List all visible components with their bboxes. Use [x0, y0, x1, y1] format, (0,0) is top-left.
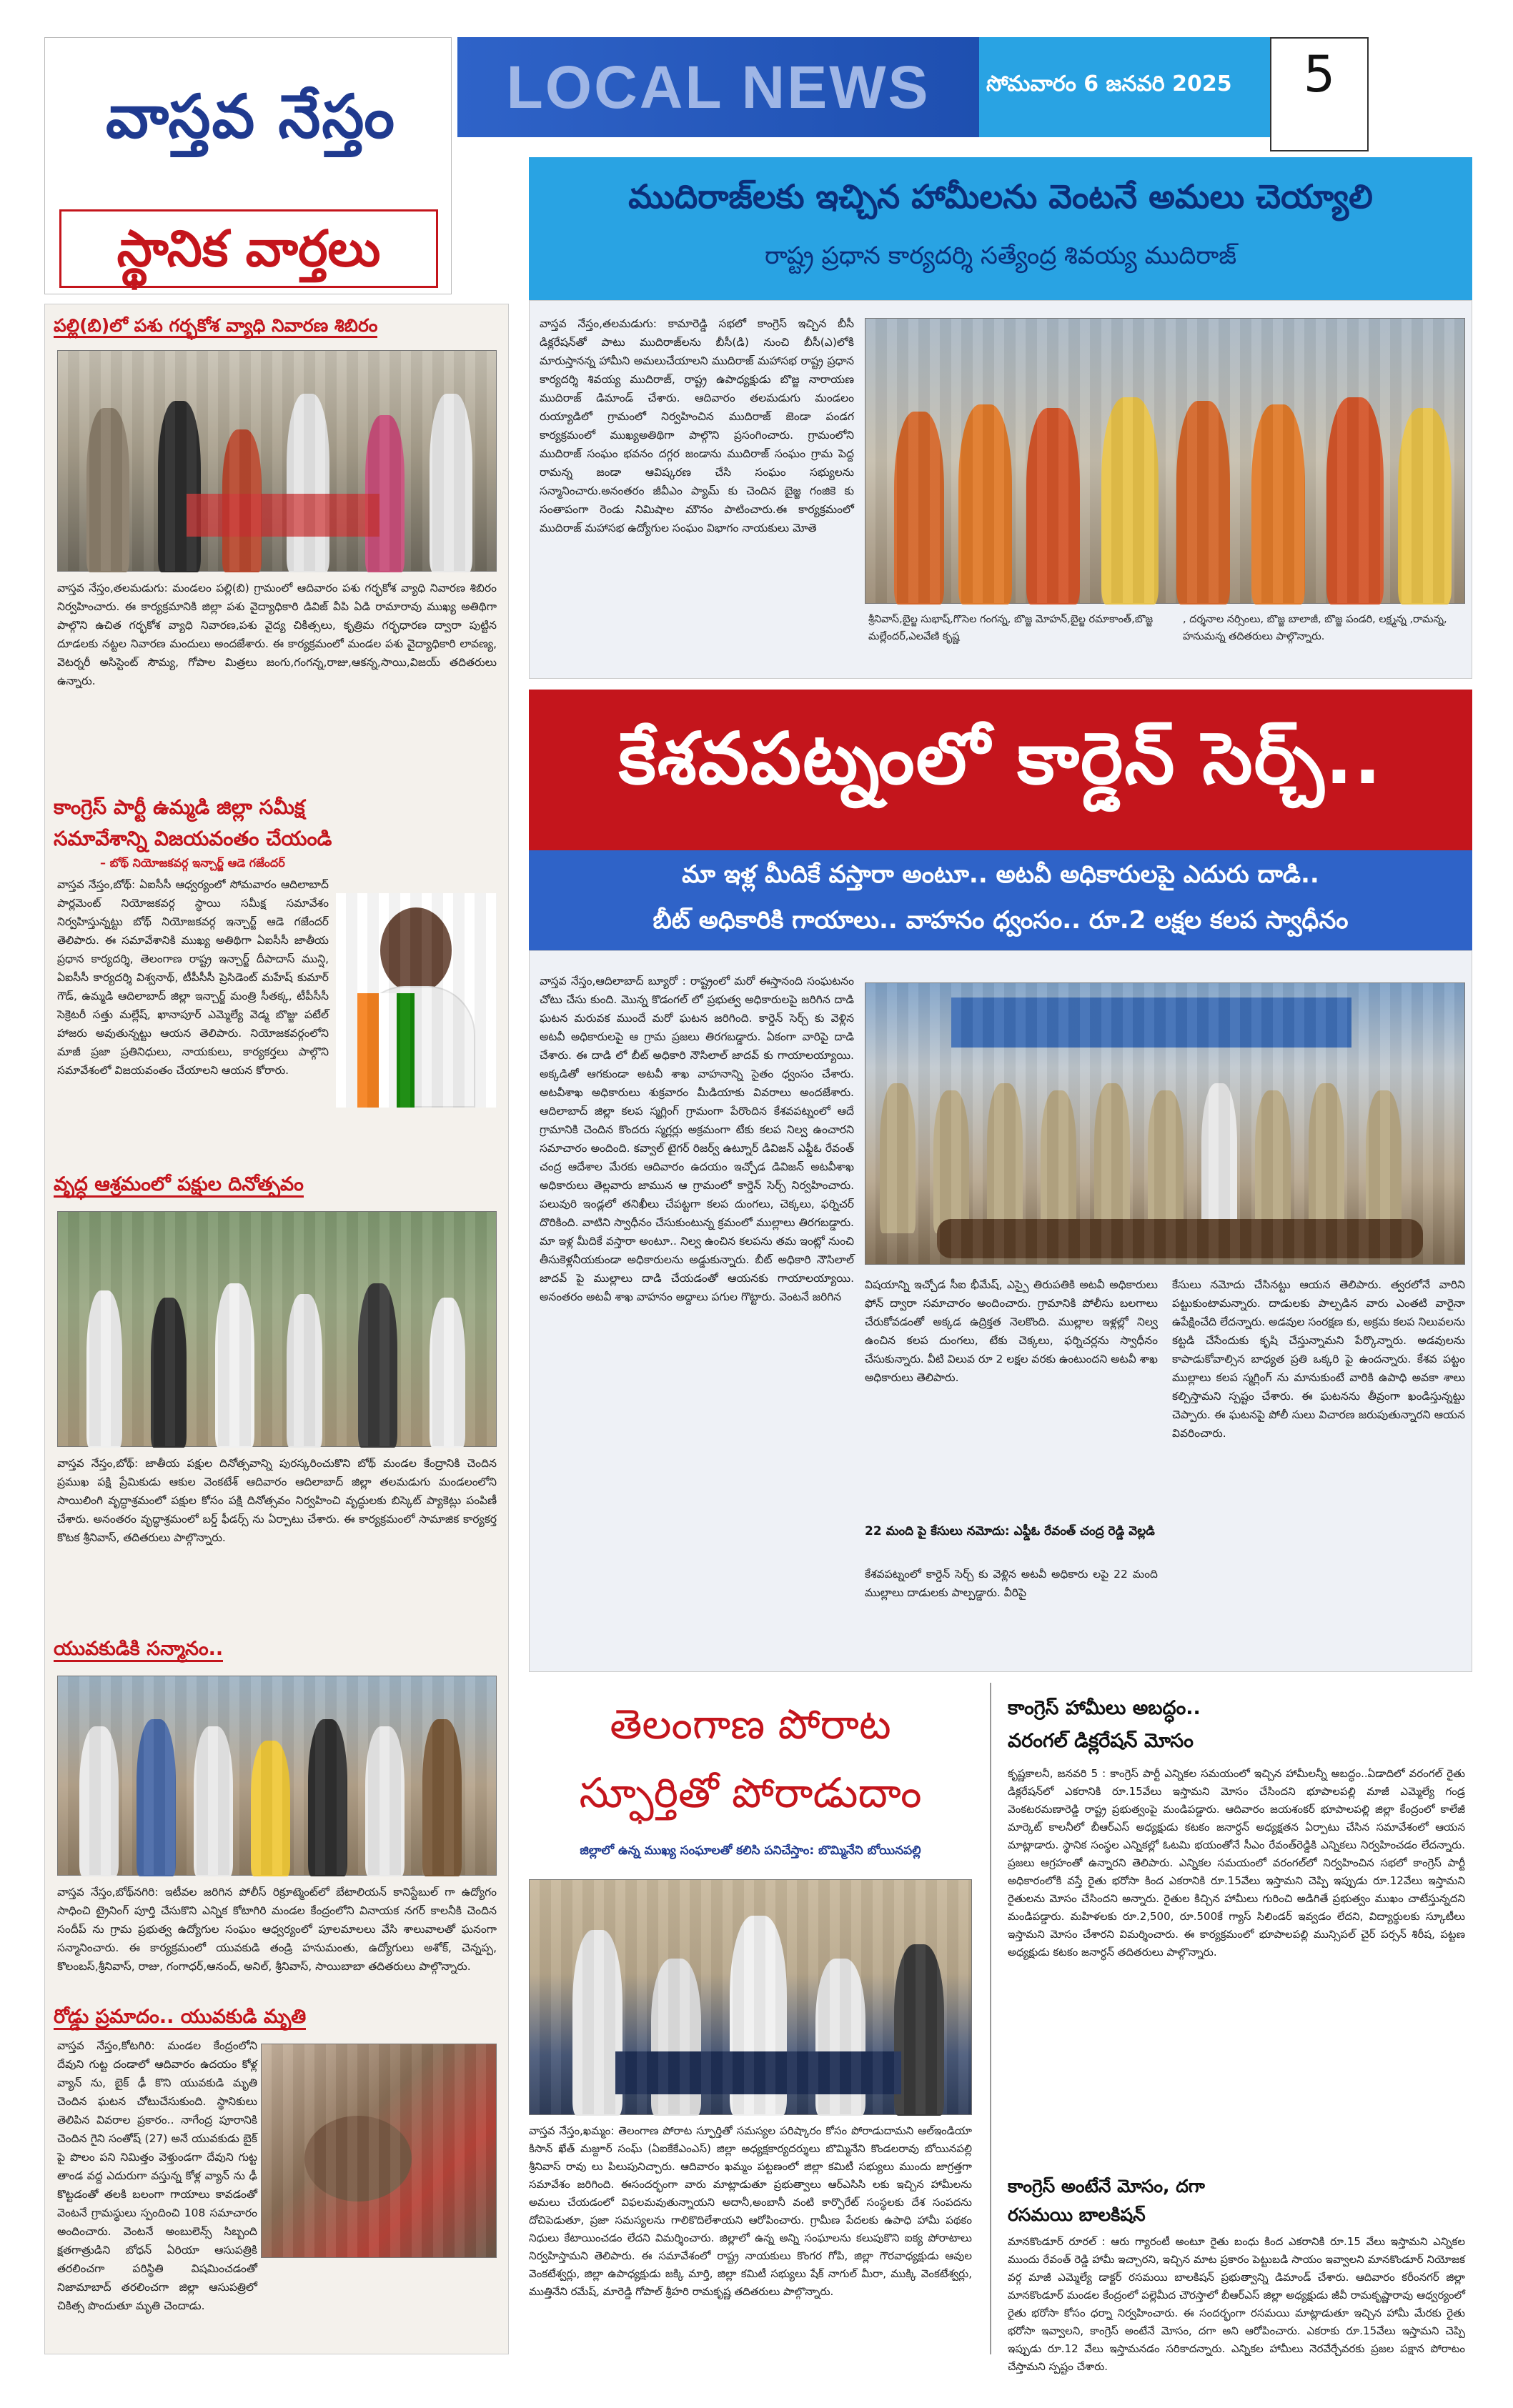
cordon-subheadline-1: మా ఇళ్ల మీదికే వస్తారా అంటూ.. అటవీ అధికారులపై ఎదురు దాడి..: [682, 860, 1319, 889]
road-title: రోడ్డు ప్రమాదం.. యువకుడి మృతి: [54, 2004, 504, 2030]
congress-lies-body: కృష్ణకాలనీ, జనవరి 5 : కాంగ్రెస్ పార్టీ ఎన్నికల సమయంలో ఇచ్చిన హామీలన్నీ అబద్ధం..ఏడాదిలో వరంగల్ రైతు డిక్లరేషన్‌లో ఎకరానికి రూ.15వేలు ఇస్తామని మోసం చేసిందని భూపాలపల్లి మాజీ ఎమ్మెల్యే గండ్ర వెంకటరమణారెడ్డి రాష్ట్ర ప్రభుత్వంపై మండిపడ్డారు. ఆదివారం జయశంకర్ భూపాలపల్లి జిల్లా కేంద్రంలో కాలేజీ మార్కెట్ కాలనీలో బీఆర్ఎస్ అధ్యక్షుడు కటకం జనార్ధన్ అధ్యక్షతన ఏర్పాటు చేసిన సమావేశంలో ఆయన మాట్లాడారు. స్థానిక సంస్థల ఎన్నికల్లో ఓటమి భయంతోనే సీఎం రేవంత్‌రెడ్డికి ఎన్నికలు నిర్వహించడం లేదన్నారు. ప్రజలు ఆగ్రహంతో ఉన్నారని తెలిపారు. ఎన్నికల సమయంలో వరంగల్‌లో నిర్వహించిన సభలో కాంగ్రెస్ పార్టీ అధికారంలోకి వస్తే రైతు భరోసా కింద ఎకరానికి రూ.15వేలు ఇస్తామని చెప్పి ఇప్పుడు రూ.12వేలు ఇస్తామని రైతులను మోసం చేసిందని అన్నారు. రైతుల కిచ్చిన హామీలు గురించి అడిగితే ప్రభుత్వం ముఖం చాటేస్తున్నదని మండిపడ్డారు. మహిళలకు రూ.2,500, రూ.500కే గ్యాస్ సిలిండర్ ఇవ్వడం లేదని, విద్యార్థులకు స్కూటీలు ఇస్తామని మోసం చేశారని విమర్శించారు. ఈ కార్యక్రమంలో భూపాలపల్లి మున్సిపల్ చైర్ పర్సన్ శిరీష, పట్టణ అధ్యక్షుడు కటకం జనార్ధన్ తదితరులు పాల్గొన్నారు.: [1008, 1767, 1466, 1959]
cordon-bold-subhead: 22 మంది పై కేసులు నమోదు: ఎఫ్డీఓ రేవంత్ చంద్ర రెడ్డి వెల్లడి: [865, 1524, 1155, 1538]
local-news-band: [457, 37, 979, 137]
mudiraj-caption-right: , దర్శనాల నర్సింలు, బొజ్జ బాలాజీ, బొజ్జ పండరి, లక్ష్మన్న ,రామన్న, హనుమన్న తదితరులు పాల్గొన్నారు.: [1183, 614, 1447, 642]
pashu-title: పల్లి(బి)లో పశు గర్భకోశ వ్యాధి నివారణ శిబిరం: [54, 313, 504, 339]
paper-name: వాస్తవ నేస్తం: [106, 81, 396, 151]
mudiraj-caption-left: శ్రీనివాస్,బైల్జ సుభాష్,గొసెల గంగన్న, బొజ్జ మోహన్,బైల్జ రమాకాంత్,బొజ్జ మల్లేందర్,ఎలవేణి కృష్ణ: [868, 614, 1154, 642]
congress-body-left: వాస్తవ నేస్తం,బోథ్: ఏఐసీసీ ఆధ్వర్యంలో సోమవారం ఆదిలాబాద్ పార్లమెంట్ నియోజకవర్గ స్థాయి సమీక్ష సమావేశం నిర్వహిస్తున్నట్టు బోథ్ నియోజకవర్గ ఇన్చార్జ్ ఆడె గజేందర్ తెలిపారు. ఈ సమావేశానికి ముఖ్య అతిథిగా ఏఐసీసీ జాతీయ ప్రధాన కార్యదర్శి, తెలంగాణ రాష్ట్ర ఇన్చార్జ్ దీపాదాస్ మున్షి, ఏఐసీసీ కార్యదర్శి విశ్వనాథ్, టీపీసీసీ ప్రెసిడెంట్ మహేష్ కుమార్ గౌడ్, ఉమ్మడి ఆదిలాబాద్ జిల్లా ఇన్చార్జ్ మంత్రి సీతక్క, టీపీసీసీ సెక్రెటరీ సత్తు మల్లేష్, ఖానాపూర్ ఎమ్మెల్యే వెడ్మ బొజ్జు పటేల్ హాజరు అవుతున్నట్టు ఆయన తెలిపారు. నియోజకవర్గంలోని మాజీ ప్రజా ప్రతినిధులు, నాయకులు, కార్యకర్తలు పాల్గొని సమావేశంలో విజయవంతం చేయాలని ఆయన కోరారు.: [57, 878, 329, 1077]
issue-date: సోమవారం 6 జనవరి 2025: [986, 71, 1232, 96]
rasamayi-title-line2: రసమయి బాలకిషన్: [1008, 2204, 1146, 2225]
page-number-box: [1270, 37, 1369, 151]
congress-title: [54, 792, 504, 855]
yuvakudu-title: యువకుడికి సన్మానం..: [54, 1636, 504, 1662]
telangana-title: [529, 1690, 972, 1827]
section-name: స్థానిక వార్తలు: [116, 219, 381, 278]
congress-lies-title-line1: కాంగ్రెస్ హామీలు అబద్ధం..: [1008, 1697, 1201, 1719]
congress-title-line1: కాంగ్రెస్ పార్టీ ఉమ్మడి జిల్లా సమీక్ష: [54, 795, 305, 819]
telangana-body: వాస్తవ నేస్తం,ఖమ్మం: తెలంగాణ పోరాట స్ఫూర్తితో సమస్యల పరిష్కారం కోసం పోరాడుదామని ఆల్ఇండియా కిసాన్ ఖేత్ మజ్దూర్ సంఘ్ (ఏఐకేకేఎంఎస్) జిల్లా అధ్యక్షకార్యదర్శులు బొమ్మినేని కొండలరావు బోయినపల్లి శ్రీనివాస్ రావు లు పిలుపునిచ్చారు. ఆదివారం ఖమ్మం పట్టణంలో జిల్లా కమిటీ సభ్యులు ముందు జాగ్రత్తగా సమావేశం జరిగింది. ఈసందర్భంగా వారు మాట్లాడుతూ ప్రభుత్వాలు ఆర్ఎసిసి లకు ఇచ్చిన హామీలను అమలు చేయడంలో విఫలమవుతున్నాయని అదానీ,అంబానీ వంటి కార్పొరేట్ సంస్థలకు దేశ సంపదను దోచిపెడుతూ, ప్రజా సమస్యలను గాలికొదిలేశాయని ఆరోపించారు. గ్రామీణ పేదలకు ఉపాధి హామీ పథకం నిధులు కేటాయించడం లేదని విమర్శించారు. జిల్లాలో ఉన్న అన్ని సంఘాలను కలుపుకొని ఐక్య పోరాటాలు నిర్వహిస్తామని తెలిపారు. ఈ సమావేశంలో రాష్ట్ర నాయకులు కొంగర గోపి, జిల్లా గౌరవాధ్యక్షుడు ఆవుల వెంకటేశ్వర్లు, జిల్లా ఉపాధ్యక్షుడు జక్కి మార్తి, జిల్లా కమిటీ సభ్యులు షేక్ నాగుల్ మీరా, ముక్కి వెంకటేశ్వర్లు, ముత్తినేని రమేష్, మారెడ్డి గోపాల్ శ్రీహరి రామకృష్ణ తదితరులు పాల్గొన్నారు.: [529, 2124, 972, 2298]
congress-lies-title-line2: వరంగల్ డిక్లరేషన్ మోసం: [1008, 1730, 1194, 1752]
telangana-deck: జిల్లాలో ఉన్న ముఖ్య సంఘాలతో కలిసి పనిచేస్తాం: బొమ్మినేని బోయినపల్లి: [580, 1844, 921, 1858]
mudiraj-photo: [865, 318, 1465, 604]
mudiraj-subheadline: రాష్ట్ర ప్రధాన కార్యదర్శి సత్యేంద్ర శివయ్య ముదిరాజ్: [764, 242, 1237, 270]
congress-byline: – బోథ్ నియోజకవర్గ ఇన్చార్జ్ ఆడె గజేందర్: [100, 856, 285, 870]
cordon-sub-band: [529, 850, 1472, 950]
rasamayi-title-line1: కాంగ్రెస్ అంటేనే మోసం, దగా: [1008, 2176, 1205, 2196]
gajender-portrait: [336, 893, 497, 1108]
yuvakudu-photo: [57, 1676, 497, 1876]
pashu-body: వాస్తవ నేస్తం,తలమడుగు: మండలం పల్లి(బి) గ్రామంలో ఆదివారం పశు గర్భకోశ వ్యాధి నివారణ శిబిరం నిర్వహించారు. ఈ కార్యక్రమానికి జిల్లా పశు వైద్యాధికారి డివిజ్ వీపి ఏడి రామారావు ముఖ్య అతిథిగా పాల్గొని ఉచిత గర్భకోశ వ్యాధి నివారణ,పశు వైద్య చికిత్సలు, కృత్రిమ గర్భధారణ ద్వారా పుట్టిన దూడలకు నట్టల నివారణ మందులు అందజేశారు. ఈ కార్యక్రమంలో మండల పశు వైద్యాధికారి లావణ్య, వెటర్నరీ అసిస్టెంట్ సౌమ్య, గోపాల మిత్రలు జంగు,గంగన్న,రాజు,ఆకన్న,సాయి,విజయ్ తదితరులు ఉన్నారు.: [57, 582, 497, 687]
road-body-tail: [57, 2276, 497, 2347]
road-accident-photo: [261, 2044, 497, 2258]
cordon-photo: [865, 982, 1465, 1265]
vruddha-body: వాస్తవ నేస్తం,బోథ్: జాతీయ పక్షుల దినోత్సవాన్ని పురస్కరించుకొని బోథ్ మండల కేంద్రానికి చెందిన ప్రముఖ పక్షి ప్రేమికుడు ఆకుల వెంకటేశ్ ఆదివారం ఆదిలాబాద్ జిల్లా తలమడుగు మండలంలోని సాయిలింగి వృద్ధాశ్రమంలో పక్షుల కోసం పక్షి దినోత్సవం నిర్వహించి వృద్ధులకు బిస్కెట్ ప్యాకెట్లు పంపిణీ చేశారు. అనంతరం వృద్ధాశ్రమంలో బర్డ్ ఫీడర్స్ ను ఏర్పాటు చేశారు. ఈ కార్యక్రమంలో సామాజిక కార్యకర్త కొటక శ్రీనివాస్, తదితరులు పాల్గొన్నారు.: [57, 1457, 497, 1544]
telangana-title-line2: స్ఫూర్తితో పోరాడుదాం: [579, 1768, 922, 1817]
page-number: 5: [1303, 45, 1336, 104]
mudiraj-headline-band: [529, 157, 1472, 300]
column-divider: [990, 1683, 991, 2354]
cordon-body-mid: విషయాన్ని ఇచ్చోడ సీఐ భీమేష్, ఎస్పై తిరుపతికి అటవీ అధికారులు ఫోన్ ద్వారా సమాచారం అందించారు. గ్రామానికి పోలీసు బలగాలు చేరుకోవడంతో అక్కడ ఉద్రిక్తత నెలకొంది. ముల్లాల ఇళ్లల్లో నిల్వ ఉంచిన కలప దుంగలు, టేకు చెక్కలు, ఫర్నిచర్లను స్వాధీనం చేసుకున్నారు. వీటి విలువ రూ 2 లక్షల వరకు ఉంటుందని అటవీ శాఖ అధికారులు తెలిపారు.: [865, 1278, 1158, 1384]
yuvakudu-body: వాస్తవ నేస్తం,బోథ్‌నగిరి: ఇటీవల జరిగిన పోలీస్ రిక్రూట్మెంట్‌లో బేటాలియన్ కానిస్టేబుల్ గా ఉద్యోగం సాధించి ట్రైనింగ్ పూర్తి చేసుకొని ఎన్నిక కోటాగిరి మండల కేంద్రంలోని వినాయక నగర్ కాలనీకి చెందిన సందీప్ ను గ్రామ ప్రభుత్వ ఉద్యోగుల సంఘం ఆధ్వర్యంలో పూలమాలలు వేసి శాలువాలతో ఘనంగా సన్మానించారు. ఈ కార్యక్రమంలో యువకుడి తండ్రి హనుమంతు, ఉద్యోగులు అశోక్, చెన్నప్ప, కొలంబస్,శ్రీనివాస్, రాజు, గంగాధర్,ఆనంద్, అనిల్, శ్రీనివాస్, సాయిబాబా తదితరులు పాల్గొన్నారు.: [57, 1886, 497, 1973]
cordon-headline-band: [529, 690, 1472, 850]
mudiraj-headline: ముదిరాజ్‌లకు ఇచ్చిన హామీలను వెంటనే అమలు చెయ్యాలి: [628, 177, 1373, 216]
mudiraj-body: వాస్తవ నేస్తం,తలమడుగు: కామారెడ్డి సభలో కాంగ్రెస్ ఇచ్చిన బీసీ డిక్లరేషన్‌తో పాటు ముదిరాజ్‌లను బీసీ(డి) నుంచి బీసీ(ఎ)లోకి మారుస్తానన్న హామీని అమలుచేయాలని ముదిరాజ్ మహాసభ రాష్ట్ర ప్రధాన కార్యదర్శి శివయ్య ముదిరాజ్, రాష్ట్ర ఉపాధ్యక్షుడు బొజ్జ నారాయణ ముదిరాజ్ డిమాండ్ చేశారు. ఆదివారం తలమడుగు మండలం రుయ్యాడిలో గ్రామంలో నిర్వహించిన ముదిరాజ్ జెండా పండగ కార్యక్రమంలో ముఖ్యఅతిథిగా పాల్గొని ప్రసంగించారు. గ్రామంలోని ముదిరాజ్ సంఘం భవనం దగ్గర జండాను ముదిరాజ్ సంఘం గ్రామ పెద్ద రామన్న జండా ఆవిష్కరణ చేసి సంఘం సభ్యులను సన్మానించారు.అనంతరం జీవీఎం ప్యామ్ కు చెందిన బైజ్జ గంజికె కు సంతాపంగా రెండు నిమిషాల మౌనం పాటించారు.ఈ కార్యక్రమంలో ముదిరాజ్ మహాసభ ఉద్యోగుల సంఘం విభాగం నాయకులు మోతె: [540, 317, 854, 534]
cordon-headline: కేశవపట్నంలో కార్డెన్ సెర్చ్..: [618, 717, 1383, 800]
masthead: [44, 37, 452, 294]
cordon-body-top: వాస్తవ నేస్తం,ఆదిలాబాద్ బ్యూరో : రాష్ట్రంలో మరో ఈస్తానంది సంఘటనం చోటు చేసు కుంది. మొన్న కొడంగల్ లో ప్రభుత్వ అధికారులపై జరిగిన దాడి ఘటన మరువక ముందే మరో ఘటన జరిగింది. కార్డెన్ సెర్చ్ కు వెళ్లిన అటవీ అధికారులపై ఆ గ్రామ ప్రజలు తిరగబడ్డారు. ఏకంగా వారిపై దాడి చేశారు. ఈ దాడి లో బీట్ అధికారి నౌసిలాల్ జాదవ్ కు గాయాలయ్యాయి. అక్కడితో ఆగకుండా అటవీ శాఖ వాహనాన్ని సైతం ధ్వంసం చేశారు. అటవీశాఖ అధికారులు శుక్రవారం మీడియాకు వివరాలు అందజేశారు. ఆదిలాబాద్ జిల్లా కలప స్మగ్లింగ్ గ్రామంగా పేరొందిన కేశవపట్నంలో ఆదే గ్రామానికి చెందిన కొందరు స్మగ్లర్లు అక్రమంగా టేకు కలప నిల్వ ఉంచారని సమాచారం అందింది. కవ్వాల్ టైగర్ రిజర్వ్ ఉట్నూర్ డివిజన్ ఎఫ్డీఓ రేవంత్ చంద్ర ఆదేశాల మేరకు ఆదివారం ఉదయం ఇచ్చోడ డివిజన్ అటవీశాఖ అధికారులు తెల్లవారు జామున ఆ గ్రామంలో కార్డెన్ సెర్చ్ నిర్వహించారు. పలువురి ఇండ్లలో తనిఖీలు చేపట్టగా కలప దుంగలు, చెక్కలు, ఫర్నిచర్ దొరికింది. వాటిని స్వాధీనం చేసుకుంటున్న క్రమంలో ముల్లాలు తిరగబడ్డారు. మా ఇళ్ల మీదికే వస్తారా అంటూ.. నిల్వ ఉంచిన కలపను తమ ఇంట్లో నుంచి తీసుకెళ్లనీయకుండా అధికారులను అడ్డుకున్నారు. బీట్ అధికారి నౌసిలాల్ జాదవ్ పై ముల్లాలు దాడి చేయడంతో ఆయనకు గాయాలయ్యాయి. అనంతరం అటవీ శాఖ వాహనం అద్దాలు పగుల గొట్టారు. వెంటనే జరిగిన: [540, 975, 854, 1303]
road-body-col: వాస్తవ నేస్తం,కోటగిరి: మండల కేంద్రంలోని దేవుని గుట్ట దండాలో ఆదివారం ఉదయం కోళ్ల వ్యాన్ ను, బైక్ ఢీ కొని యువకుడి మృతి చెందిన ఘటన చోటుచేసుకుంది. స్థానికులు తెలిపిన వివరాల ప్రకారం.. నాగేంద్ర పూరానికి చెందిన గైని సంతోష్ (27) అనే యువకుడు బైక్ పై పొలం పని నిమిత్తం వెళ్తుండగా దేవుని గుట్ట తాండ వద్ద ఎదురుగా వస్తున్న కోళ్ల వ్యాన్ ను ఢీ కొట్టడంతో తలకి బలంగా గాయాలు కావడంతో వెంటనే గ్రామస్థులు స్పందించి 108 సమాచారం అందించారు. వెంటనే అంబులెన్స్ సిబ్బంది క్షతగాత్రుడిని బోధన్ ఏరియా ఆసుపత్రికి తరలించగా పరిస్థితి విషమించడంతో నిజామాబాద్ తరలించగా జిల్లా ఆసుపత్రిలో చికిత్స పొందుతూ మృతి చెందాడు.: [57, 2039, 257, 2312]
congress-lies-title: [1008, 1692, 1465, 1758]
rasamayi-title: [1008, 2172, 1465, 2229]
cordon-body-mid2: కేశవపట్నంలో కార్డెన్ సెర్చ్ కు వెళ్లిన అటవీ అధికారు లపై 22 మంది ముల్లాలు దాడులకు పాల్పడ్డారు. వీరిపై: [865, 1568, 1158, 1599]
congress-title-line2: సమావేశాన్ని విజయవంతం చేయండి: [54, 827, 332, 850]
date-band: [979, 37, 1369, 137]
telangana-title-line1: తెలంగాణ పోరాట: [610, 1700, 891, 1748]
pashu-photo: [57, 350, 497, 572]
section-banner: [59, 209, 438, 288]
vruddha-title: వృద్ధ ఆశ్రమంలో పక్షుల దినోత్సవం: [54, 1172, 504, 1198]
rasamayi-body: మానకొండూర్ రూరల్ : ఆరు గ్యారంటీ అంటూ రైతు బంధు కింద ఎకరానికి రూ.15 వేలు ఇస్తామని ఎన్నికల ముందు రేవంత్ రెడ్డి హామీ ఇచ్చారని, ఇచ్చిన మాట ప్రకారం పెట్టుబడి సాయం ఇవ్వాలని మానకొండూర్ నియోజక వర్గ మాజీ ఎమ్మెల్యే డాక్టర్ రసమయి బాలకిషన్ ప్రభుత్వాన్ని డిమాండ్ చేశారు. ఆదివారం కరీంనగర్ జిల్లా మానకొండూర్ మండల కేంద్రంలో పల్లెమీద చౌరస్తాలో బీఆర్ఎస్ జిల్లా అధ్యక్షుడు జీవీ రామకృష్ణారావు ఆధ్వర్యంలో రైతు భరోసా కోసం ధర్నా నిర్వహించారు. ఈ సందర్భంగా రసమయి మాట్లాడుతూ ఇచ్చిన హామీ మేరకు రైతు భరోసా ఇవ్వాలని, కాంగ్రెస్ అంటేనే మోసం, దగా అని ఆరోపించారు. ఎకరాకు రూ.15వేలు ఇస్తామని చెప్పి ఇప్పుడు రూ.12 వేలు ఇస్తామనడం సరికాదన్నారు. ఎన్నికల హామీలు నెరవేర్చేవరకు ప్రజల పక్షాన పోరాటం చేస్తామని స్పష్టం చేశారు.: [1008, 2235, 1465, 2373]
cordon-subheadline-2: బీట్ అధికారికి గాయాలు.. వాహనం ధ్వంసం.. రూ.2 లక్షల కలప స్వాధీనం: [653, 906, 1349, 935]
telangana-photo: [529, 1879, 972, 2115]
local-news-title: LOCAL NEWS: [506, 54, 931, 121]
cordon-body-right: కేసులు నమోదు చేసినట్టు ఆయన తెలిపారు. త్వరలోనే వారిని పట్టుకుంటామన్నారు. దాడులకు పాల్పడిన వారు ఎంతటి వారైనా ఉపేక్షించేది లేదన్నారు. అడవుల సంరక్షణ కు, అక్రమ కలప నిలువలను కట్టడి చేసేందుకు కృషి చేస్తున్నామని పేర్కొన్నారు. అడవులను కాపాడుకోవాల్సిన బాధ్యత ప్రతి ఒక్కరి పై ఉందన్నారు. కేశవ పట్టం ముల్లాలు కలప స్మగ్లింగ్ ను మానుకుంటే వారికి ఉపాధి అవకా శాలు కల్పిస్తామని స్పష్టం చేశారు. ఈ ఘటనను తీవ్రంగా ఖండిస్తున్నట్టు చెప్పారు. ఈ ఘటనపై పోలీ సులు విచారణ జరుపుతున్నారని ఆయన వివరించారు.: [1172, 1278, 1465, 1440]
vruddha-photo: [57, 1211, 497, 1447]
